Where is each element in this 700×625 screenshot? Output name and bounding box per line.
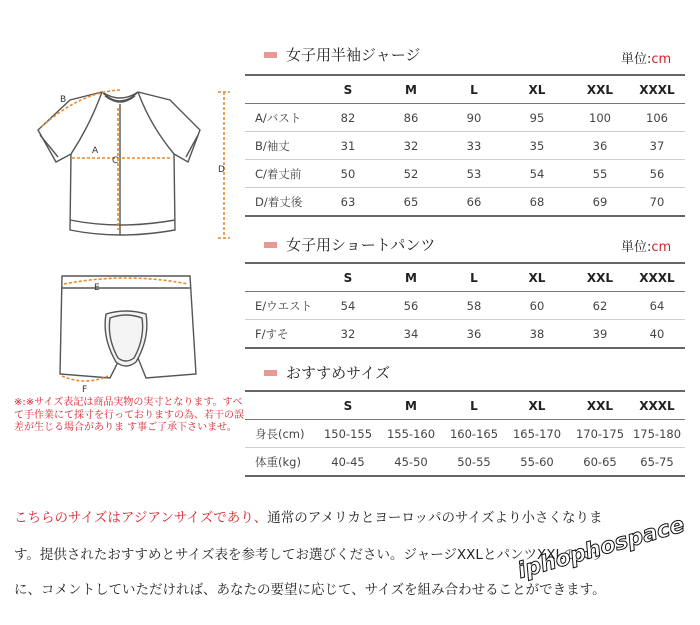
row-label: 体重(kg) [245,448,319,477]
shorts-title: 女子用ショートパンツ [286,236,436,254]
table-cell: 90 [445,104,503,132]
table-cell: 65-75 [629,448,685,477]
title-marker-icon [264,52,277,58]
table-cell: 58 [445,292,503,320]
table-cell: 56 [377,292,445,320]
table-cell: 175-180 [629,420,685,448]
table-cell: 155-160 [377,420,445,448]
col-header: XXXL [629,263,685,292]
shorts-size-table [245,262,685,349]
label-b: B [60,95,67,105]
label-c: C [112,156,119,166]
jersey-size-table [245,74,685,217]
table-cell: 55 [571,160,629,188]
label-e: E [94,283,100,293]
table-cell: 37 [629,132,685,160]
table-cell: 86 [377,104,445,132]
table-cell: 33 [445,132,503,160]
jersey-unit: 単位:cm [621,52,672,67]
table-cell: 54 [503,160,571,188]
table-cell: 165-170 [503,420,571,448]
table-cell: 82 [319,104,377,132]
table-header-row [245,75,685,104]
table-cell: 35 [503,132,571,160]
col-header: XL [503,75,571,104]
table-cell: 64 [629,292,685,320]
table-row [245,188,685,217]
size-note: ※:※サイズ表記は商品実物の実寸となります。すべて手作業にて採寸を行っておりますの為、若干の誤差が生じる場合がありま す事ご了承下さいませ。 [14,397,244,433]
table-cell: 56 [629,160,685,188]
recommend-title: おすすめサイズ [286,364,390,382]
col-header: M [377,75,445,104]
table-cell: 60-65 [571,448,629,477]
row-label: E/ウエスト [245,292,319,320]
table-cell: 100 [571,104,629,132]
watermark: iphophospace [515,512,688,585]
col-header: L [445,75,503,104]
table-header-row [245,263,685,292]
col-header: XL [503,391,571,420]
row-label: B/袖丈 [245,132,319,160]
col-header: XL [503,263,571,292]
table-cell: 65 [377,188,445,217]
table-row [245,160,685,188]
table-cell: 53 [445,160,503,188]
shorts-unit: 単位:cm [621,240,672,255]
col-header: M [377,263,445,292]
size-info-line-2: す。提供されたおすすめとサイズ表を参考してお選びください。ジャージXXLとパンツXXLのよう [14,547,604,563]
table-cell: 32 [377,132,445,160]
table-row [245,104,685,132]
label-a: A [92,146,99,156]
table-cell: 170-175 [571,420,629,448]
recommend-section-title [264,362,390,383]
row-label: 身長(cm) [245,420,319,448]
col-header: XXXL [629,75,685,104]
table-row [245,292,685,320]
col-header: XXL [571,263,629,292]
table-cell: 36 [571,132,629,160]
table-cell: 39 [571,320,629,349]
label-d: D [218,165,225,175]
title-marker-icon [264,370,277,376]
table-cell: 31 [319,132,377,160]
col-header: S [319,263,377,292]
table-cell: 62 [571,292,629,320]
col-header: XXL [571,75,629,104]
table-row [245,132,685,160]
table-cell: 50-55 [445,448,503,477]
table-cell: 52 [377,160,445,188]
table-cell: 50 [319,160,377,188]
col-header: S [319,75,377,104]
table-cell: 36 [445,320,503,349]
table-cell: 60 [503,292,571,320]
col-header: L [445,263,503,292]
table-cell: 150-155 [319,420,377,448]
table-cell: 95 [503,104,571,132]
table-cell: 38 [503,320,571,349]
jersey-diagram [10,80,245,250]
table-cell: 32 [319,320,377,349]
title-marker-icon [264,242,277,248]
table-cell: 160-165 [445,420,503,448]
row-label: D/着丈後 [245,188,319,217]
table-cell: 40 [629,320,685,349]
table-cell: 54 [319,292,377,320]
table-cell: 68 [503,188,571,217]
size-info-line-1: こちらのサイズはアジアンサイズであり、通常のアメリカとヨーロッパのサイズより小さくなりま [14,510,603,526]
col-header: S [319,391,377,420]
col-header: XXXL [629,391,685,420]
table-cell: 40-45 [319,448,377,477]
table-cell: 34 [377,320,445,349]
col-header: XXL [571,391,629,420]
table-row [245,420,685,448]
shorts-section-title [264,234,435,255]
table-cell: 66 [445,188,503,217]
row-label: A/バスト [245,104,319,132]
recommend-size-table [245,390,685,477]
table-cell: 106 [629,104,685,132]
jersey-title: 女子用半袖ジャージ [286,46,421,64]
table-cell: 55-60 [503,448,571,477]
size-info-line-3: に、コメントしていただければ、あなたの要望に応じて、サイズを組み合わせることができます。 [14,582,606,598]
table-row [245,320,685,349]
label-f: F [82,385,88,395]
shorts-diagram [50,262,205,397]
jersey-section-title [264,44,420,65]
table-cell: 70 [629,188,685,217]
col-header: M [377,391,445,420]
col-header: L [445,391,503,420]
row-label: C/着丈前 [245,160,319,188]
table-header-row [245,391,685,420]
row-label: F/すそ [245,320,319,349]
table-cell: 69 [571,188,629,217]
table-cell: 45-50 [377,448,445,477]
table-cell: 63 [319,188,377,217]
table-row [245,448,685,477]
